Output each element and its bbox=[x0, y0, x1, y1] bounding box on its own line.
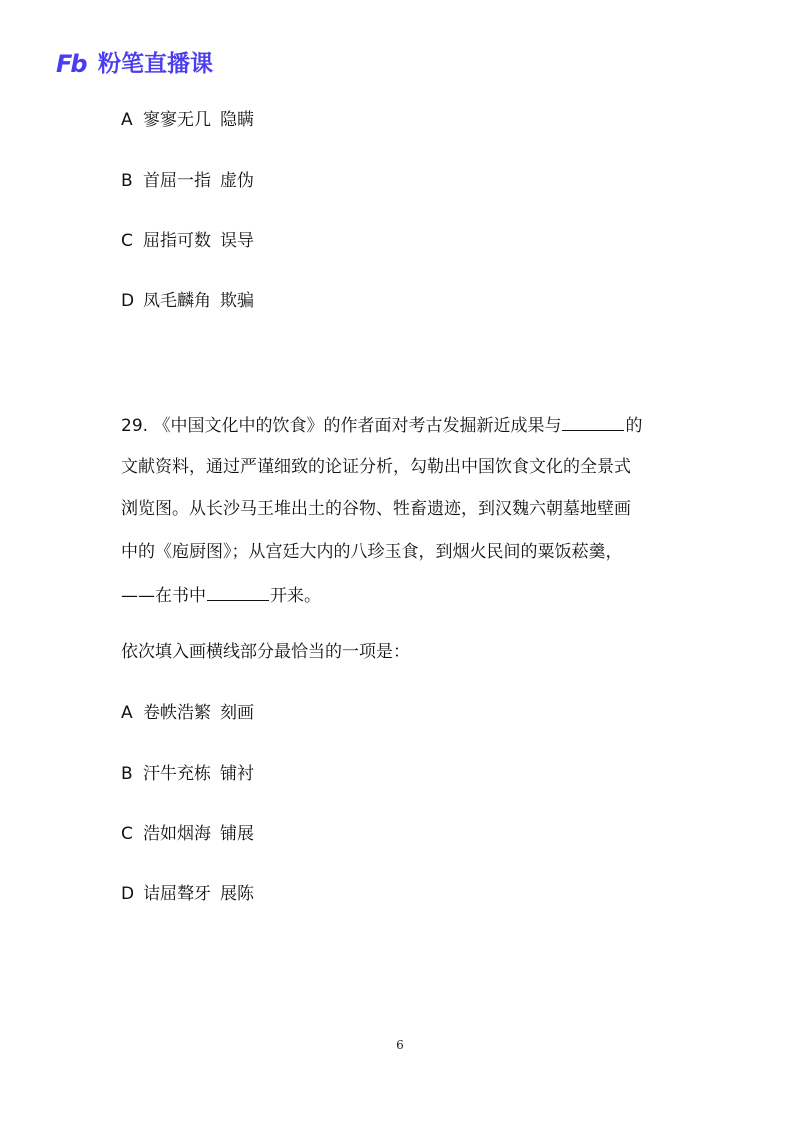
option-word2: 铺衬 bbox=[220, 764, 254, 784]
q29-stem-line-4: 中的《庖厨图》；从宫廷大内的八珍玉食，到烟火民间的粟饭菘羹， bbox=[121, 542, 623, 562]
q29-stem-line-5: ——在书中 开来。 bbox=[121, 582, 321, 608]
option-word1: 汗牛充栋 bbox=[143, 764, 211, 784]
option-word1: 寥寥无几 bbox=[143, 110, 211, 130]
q28-option-a: A 寥寥无几 隐瞒 bbox=[121, 110, 254, 130]
option-word2: 展陈 bbox=[220, 884, 254, 904]
q29-option-a: A 卷帙浩繁 刻画 bbox=[121, 703, 254, 723]
option-word1: 凤毛麟角 bbox=[143, 291, 211, 311]
answer-blank-2 bbox=[207, 582, 269, 601]
fb-logo-icon: Fb bbox=[56, 50, 86, 78]
brand-name: 粉笔直播课 bbox=[98, 51, 213, 77]
q28-option-b: B 首屈一指 虚伪 bbox=[121, 171, 254, 191]
option-word1: 首屈一指 bbox=[143, 171, 211, 191]
option-word2: 欺骗 bbox=[220, 291, 254, 311]
brand-logo bbox=[56, 50, 213, 78]
option-word2: 刻画 bbox=[220, 703, 254, 723]
page-number: 6 bbox=[396, 1038, 404, 1052]
q29-option-d: D 诘屈聱牙 展陈 bbox=[121, 884, 254, 904]
q29-prompt: 依次填入画横线部分最恰当的一项是： bbox=[121, 642, 410, 662]
q28-option-d: D 凤毛麟角 欺骗 bbox=[121, 291, 254, 311]
option-word1: 诘屈聱牙 bbox=[143, 884, 211, 904]
option-word1: 屈指可数 bbox=[143, 231, 211, 251]
q29-stem-line-3: 浏览图。从长沙马王堆出土的谷物、牲畜遗迹，到汉魏六朝墓地壁画 bbox=[121, 499, 631, 519]
option-word2: 虚伪 bbox=[220, 171, 254, 191]
q29-stem-line-1: 29. 《中国文化中的饮食》的作者面对考古发掘新近成果与 的 bbox=[121, 412, 642, 438]
q29-option-b: B 汗牛充栋 铺衬 bbox=[121, 764, 254, 784]
option-word2: 隐瞒 bbox=[220, 110, 254, 130]
q29-stem-line-2: 文献资料，通过严谨细致的论证分析，勾勒出中国饮食文化的全景式 bbox=[121, 457, 631, 477]
option-word1: 卷帙浩繁 bbox=[143, 703, 211, 723]
option-word2: 误导 bbox=[220, 231, 254, 251]
q29-option-c: C 浩如烟海 铺展 bbox=[121, 824, 254, 844]
option-word2: 铺展 bbox=[220, 824, 254, 844]
option-word1: 浩如烟海 bbox=[143, 824, 211, 844]
answer-blank-1 bbox=[562, 412, 624, 431]
q28-option-c: C 屈指可数 误导 bbox=[121, 231, 254, 251]
